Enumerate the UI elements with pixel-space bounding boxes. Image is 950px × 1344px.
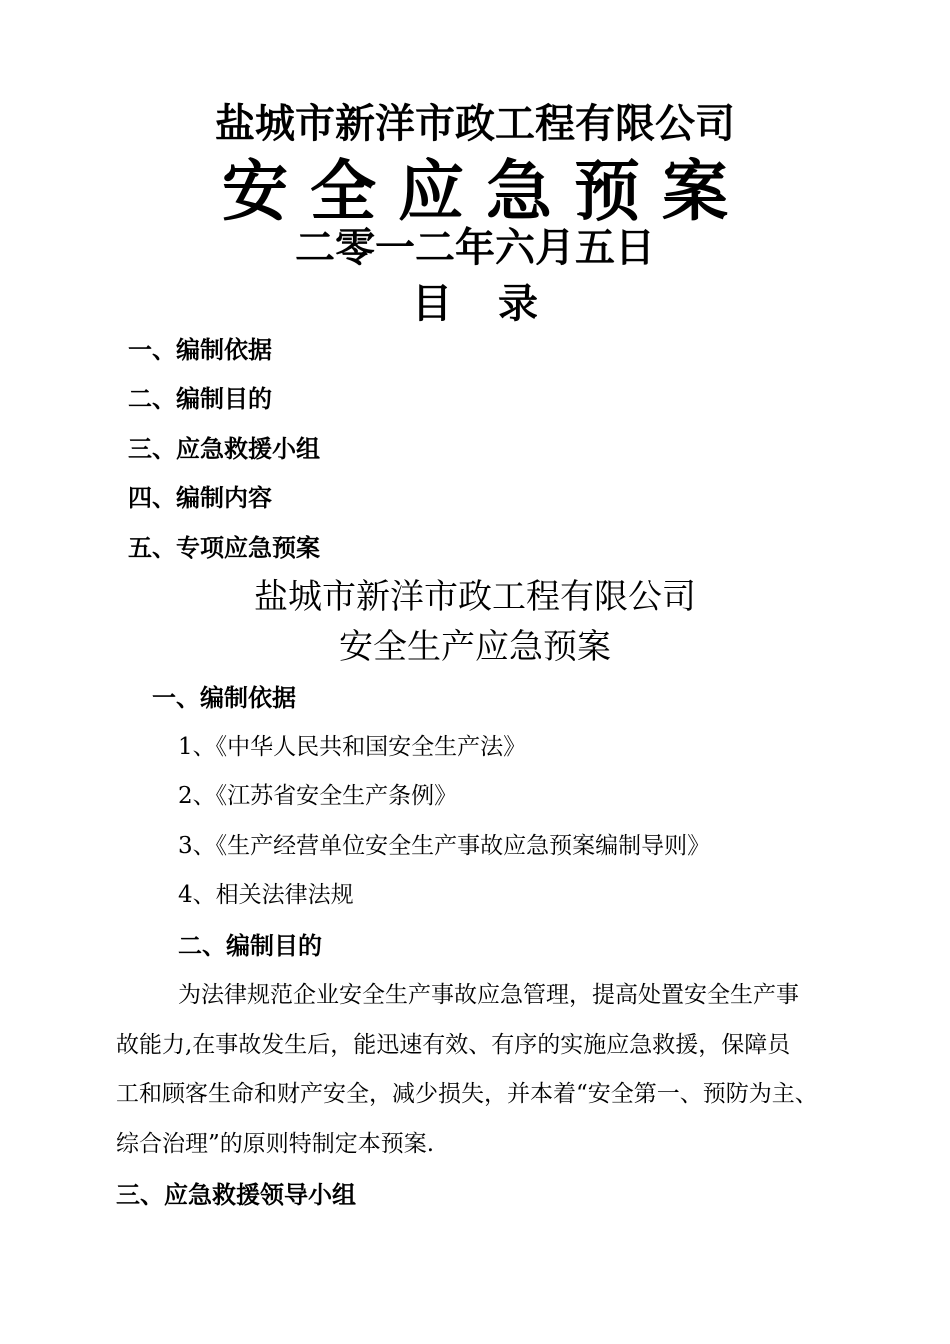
cover-plan-title: 安全应急预案 <box>222 152 750 230</box>
basis-item-1: 1、《中华人民共和国安全生产法》 <box>178 734 527 760</box>
cover-company-name: 盐城市新洋市政工程有限公司 <box>215 100 735 147</box>
purpose-line-2: 故能力,在事故发生后，能迅速有效、有序的实施应急救援，保障员 <box>116 1032 791 1058</box>
body-subtitle: 安全生产应急预案 <box>339 627 611 667</box>
toc-item-1: 一、编制依据 <box>128 335 272 364</box>
toc-item-2: 二、编制目的 <box>128 384 272 413</box>
toc-item-4: 四、编制内容 <box>128 483 272 512</box>
section-2-heading: 二、编制目的 <box>178 931 322 960</box>
basis-item-2: 2、《江苏省安全生产条例》 <box>178 783 458 809</box>
cover-date: 二零一二年六月五日 <box>295 224 655 271</box>
purpose-line-1: 为法律规范企业安全生产事故应急管理，提高处置安全生产事 <box>178 982 799 1008</box>
purpose-line-3: 工和顾客生命和财产安全，减少损失，并本着“安全第一、预防为主、 <box>116 1081 818 1107</box>
toc-item-3: 三、应急救援小组 <box>128 434 320 463</box>
toc-title: 目 录 <box>412 280 554 327</box>
purpose-line-4: 综合治理”的原则特制定本预案. <box>116 1131 435 1157</box>
basis-item-3: 3、《生产经营单位安全生产事故应急预案编制导则》 <box>178 833 711 859</box>
basis-item-4: 4、相关法律法规 <box>178 882 354 908</box>
body-company-name: 盐城市新洋市政工程有限公司 <box>254 577 696 617</box>
toc-item-5: 五、专项应急预案 <box>128 533 320 562</box>
section-1-heading: 一、编制依据 <box>152 683 296 712</box>
section-3-heading: 三、应急救援领导小组 <box>116 1180 356 1209</box>
